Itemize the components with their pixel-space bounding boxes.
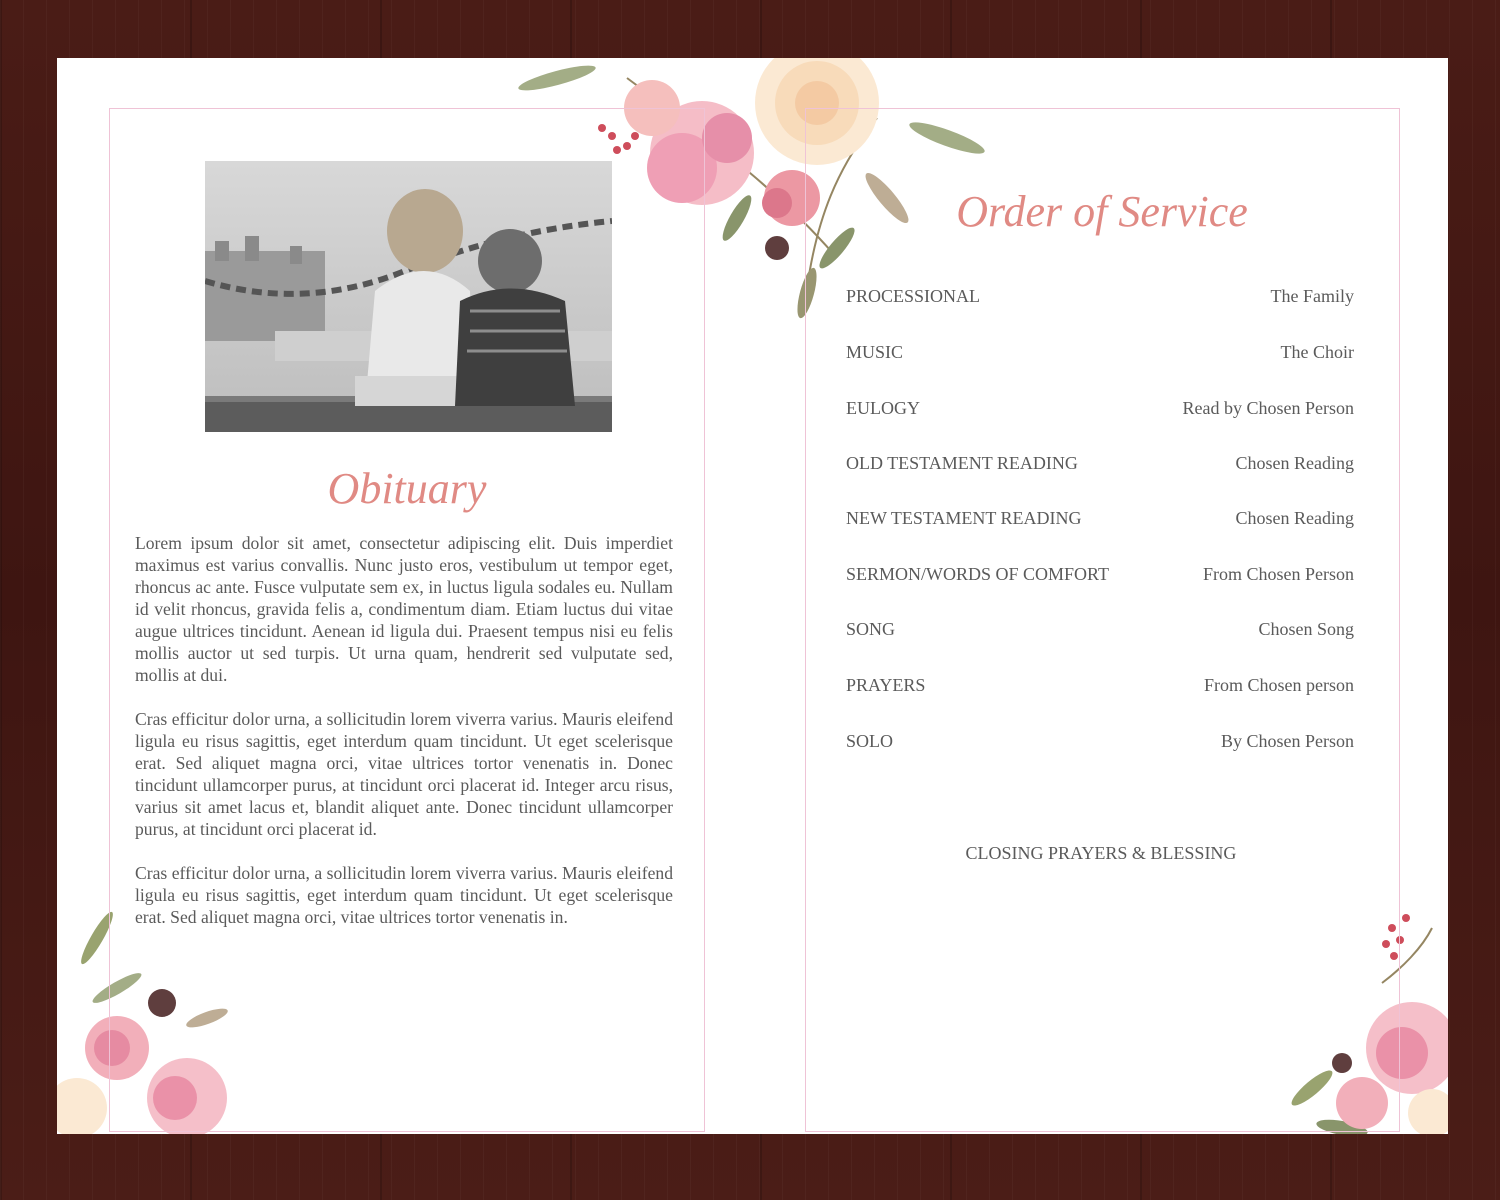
service-performer: From Chosen Person — [1202, 564, 1354, 584]
memorial-photo — [205, 161, 612, 432]
closing-prayers: CLOSING PRAYERS & BLESSING — [965, 843, 1237, 863]
service-performer: Chosen Reading — [1235, 508, 1354, 528]
service-performer: Chosen Reading — [1235, 453, 1354, 473]
obituary-text — [135, 532, 673, 950]
service-row — [846, 675, 1354, 699]
service-performer: Read by Chosen Person — [1182, 398, 1354, 418]
service-item: SERMON/WORDS OF COMFORT — [846, 564, 1109, 584]
service-performer: From Chosen person — [1204, 675, 1354, 695]
service-item: SONG — [846, 619, 896, 639]
obituary-paragraph: Cras efficitur dolor urna, a sollicitudin lorem viverra varius. Mauris eleifend ligula eu risus sagittis, eget interdum quam tincidunt. Ut eget scelerisque erat. Sed aliquet magna orci, vitae ultrices tortor venenatis in. — [135, 863, 673, 927]
service-row — [846, 398, 1354, 422]
service-item: PRAYERS — [846, 675, 926, 695]
service-item: NEW TESTAMENT READING — [846, 508, 1082, 528]
service-row — [846, 619, 1354, 643]
obituary-paragraph: Lorem ipsum dolor sit amet, consectetur adipiscing elit. Duis imperdiet maximus est varius convallis. Nunc justo eros, vestibulum ut tempor eget, rhoncus ac ante. Fusce vulputate sem ex, in luctus ligula sodales eu. Nullam id velit rhoncus, gravida felis a, condimentum diam. Etiam luctus dui vitae augue ultrices tincidunt. Aenean id ligula dui. Praesent tempus nisi eu felis mollis auctor ut sed turpis. Ut urna quam, hendrerit sed vulputate sed, mollis at dui. — [135, 533, 673, 685]
program-sheet — [57, 58, 1448, 1134]
service-performer: By Chosen Person — [1220, 731, 1354, 751]
service-row — [846, 731, 1354, 755]
service-performer: Chosen Song — [1258, 619, 1354, 639]
service-row — [846, 564, 1354, 588]
service-item: OLD TESTAMENT READING — [846, 453, 1078, 473]
service-performer: The Choir — [1280, 342, 1354, 362]
service-item: EULOGY — [846, 398, 920, 418]
service-performer: The Family — [1270, 286, 1354, 306]
service-item: PROCESSIONAL — [846, 286, 981, 306]
service-row — [846, 508, 1354, 532]
order-of-service-title: Order of Service — [956, 187, 1248, 236]
service-row — [846, 453, 1354, 477]
obituary-paragraph: Cras efficitur dolor urna, a sollicitudin lorem viverra varius. Mauris eleifend ligula eu risus sagittis, eget interdum quam tincidunt. Ut eget scelerisque erat. Sed aliquet magna orci, vitae ultrices tortor venenatis in. Donec tincidunt ullamcorper purus, at tincidunt orci placerat id. Integer arcu risus, varius sit amet lacus et, blandit aliquet ante. Donec tincidunt ullamcorper purus, at tincidunt orci placerat id. — [135, 709, 673, 839]
obituary-title: Obituary — [327, 464, 487, 513]
service-item: MUSIC — [846, 342, 904, 362]
service-row — [846, 286, 1354, 310]
service-item: SOLO — [846, 731, 894, 751]
service-row — [846, 342, 1354, 366]
